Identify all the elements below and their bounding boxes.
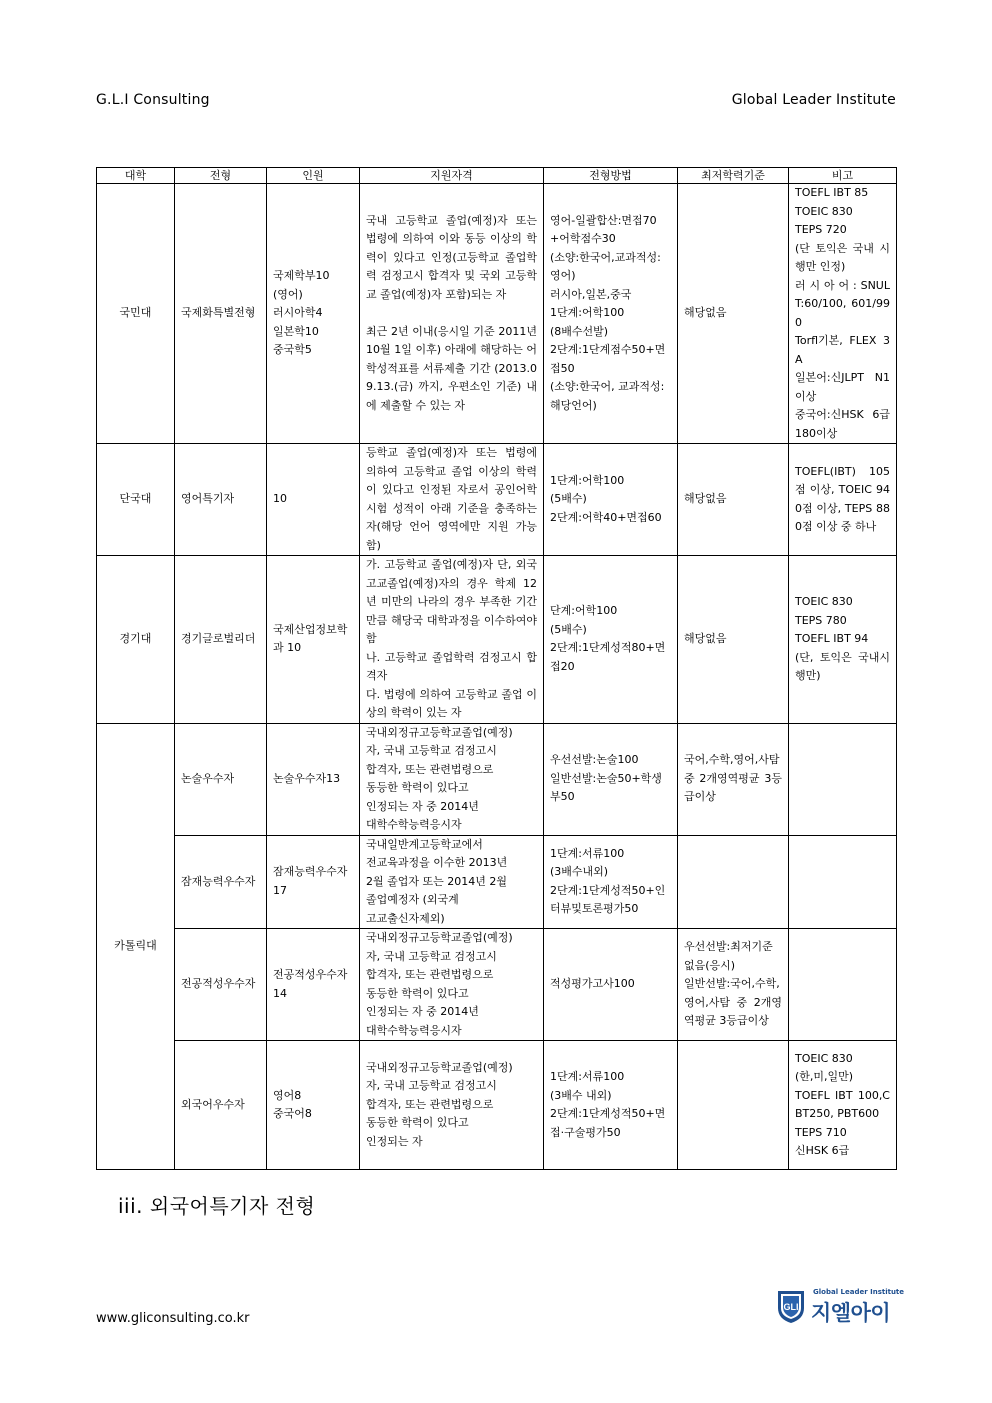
col-header-quota: 인원: [267, 168, 360, 184]
cell-minimum: [678, 835, 789, 929]
cell-qualification: 국내외정규고등학교졸업(예정) 자, 국내 고등학교 검정고시 합격자, 또는 관련법령으로 동등한 학력이 있다고 인정되는 자 중 2014년 대학수학능력응시자: [360, 929, 544, 1041]
cell-note: [789, 723, 897, 835]
table-row: [97, 556, 897, 724]
cell-note: [789, 835, 897, 929]
col-header-qualification: 지원자격: [360, 168, 544, 184]
table-header-row: [97, 168, 897, 184]
cell-minimum: 해당없음: [678, 184, 789, 444]
cell-type: 경기글로벌리더: [175, 556, 267, 724]
cell-qualification: 가. 고등학교 졸업(예정)자 단, 외국고교졸업(예정)자의 경우 학제 12년 미만의 나라의 경우 부족한 기간만큼 해당국 대학과정을 이수하여야 함 나. 고등학교 졸업학력 검정고시 합격자 다. 법령에 의하여 고등학교 졸업 이상의 학력이 있는 자: [360, 556, 544, 724]
cell-type: 전공적성우수자: [175, 929, 267, 1041]
cell-note: TOEIC 830 TEPS 780 TOEFL IBT 94 (단, 토익은 국내시행만): [789, 556, 897, 724]
cell-university: 카톨릭대: [97, 723, 175, 1170]
cell-quota: 영어8 중국어8: [267, 1041, 360, 1170]
cell-method: 단계:어학100 (5배수) 2단계:1단계성적80+면접20: [544, 556, 678, 724]
cell-type: 국제화특별전형: [175, 184, 267, 444]
table-row: [97, 444, 897, 556]
cell-qualification: 국내외정규고등학교졸업(예정) 자, 국내 고등학교 검정고시 합격자, 또는 관련법령으로 동등한 학력이 있다고 인정되는 자 중 2014년 대학수학능력응시자: [360, 723, 544, 835]
col-header-method: 전형방법: [544, 168, 678, 184]
cell-type: 영어특기자: [175, 444, 267, 556]
cell-type: 논술우수자: [175, 723, 267, 835]
header-company: G.L.I Consulting: [96, 92, 210, 108]
col-header-type: 전형: [175, 168, 267, 184]
logo-wordmark: 지엘아이: [811, 1301, 891, 1325]
admissions-table: [96, 167, 897, 1170]
gli-logo: [776, 1286, 905, 1326]
table-row: [97, 184, 897, 444]
cell-quota: 잠재능력우수자17: [267, 835, 360, 929]
table-row: [97, 723, 897, 835]
table-row: [97, 929, 897, 1041]
cell-note: TOEFL IBT 85 TOEIC 830 TEPS 720 (단 토익은 국내 시행만 인정) 러 시 아 어 : SNULT:60/100, 601/990 Torfl기본, FLEX 3A 일본어:신JLPT N1이상 중국어:신HSK 6급 180이상: [789, 184, 897, 444]
cell-quota: 국제산업정보학과 10: [267, 556, 360, 724]
cell-qualification: 국내외정규고등학교졸업(예정) 자, 국내 고등학교 검정고시 합격자, 또는 관련법령으로 동등한 학력이 있다고 인정되는 자: [360, 1041, 544, 1170]
cell-minimum: 우선선발:최저기준없음(응시) 일반선발:국어,수학,영어,사탐 중 2개영역평균 3등급이상: [678, 929, 789, 1041]
cell-method: 1단계:서류100 (3배수 내외) 2단계:1단계성적50+면접·구술평가50: [544, 1041, 678, 1170]
section-title: iii. 외국어특기자 전형: [118, 1194, 316, 1218]
cell-qualification: 국내 고등학교 졸업(예정)자 또는 법령에 의하여 이와 동등 이상의 학력이 있다고 인정(고등학교 졸업학력 검정고시 합격자 및 국외 고등학교 졸업(예정)자 포함)되는 자 최근 2년 이내(응시일 기준 2011년 10월 1일 이후) 아래에 해당하는 어학성적표를 서류제출 기간 (2013.09.13.(금) 까지, 우편소인 기준) 내에 제출할 수 있는 자: [360, 184, 544, 444]
col-header-minimum: 최저학력기준: [678, 168, 789, 184]
cell-quota: 논술우수자13: [267, 723, 360, 835]
cell-university: 국민대: [97, 184, 175, 444]
cell-type: 잠재능력우수자: [175, 835, 267, 929]
cell-university: 경기대: [97, 556, 175, 724]
cell-university: 단국대: [97, 444, 175, 556]
cell-quota: 국제학부10 (영어) 러시아학4 일본학10 중국학5: [267, 184, 360, 444]
cell-quota: 10: [267, 444, 360, 556]
header-institute: Global Leader Institute: [731, 92, 896, 108]
cell-type: 외국어우수자: [175, 1041, 267, 1170]
cell-method: 1단계:서류100 (3배수내외) 2단계:1단계성적50+인터뷰및토론평가50: [544, 835, 678, 929]
cell-method: 영어-일괄합산:면접70+어학점수30 (소양:한국어,교과적성:영어) 러시아,일본,중국 1단계:어학100 (8배수선발) 2단계:1단계점수50+면접50 (소양:한국어, 교과적성:해당언어): [544, 184, 678, 444]
cell-minimum: 국어,수학,영어,사탐 중 2개영역평균 3등급이상: [678, 723, 789, 835]
cell-method: 우선선발:논술100 일반선발:논술50+학생부50: [544, 723, 678, 835]
col-header-university: 대학: [97, 168, 175, 184]
cell-note: TOEIC 830 (한,미,일만) TOEFL IBT 100,CBT250, PBT600 TEPS 710 신HSK 6급: [789, 1041, 897, 1170]
cell-note: TOEFL(IBT) 105점 이상, TOEIC 940점 이상, TEPS 880점 이상 중 하나: [789, 444, 897, 556]
cell-minimum: 해당없음: [678, 444, 789, 556]
cell-qualification: 국내일반계고등학교에서 전교육과정을 이수한 2013년 2월 졸업자 또는 2014년 2월 졸업예정자 (외국계 고교출신자제외): [360, 835, 544, 929]
table-row: [97, 1041, 897, 1170]
footer-website-link[interactable]: www.gliconsulting.co.kr: [96, 1311, 250, 1326]
cell-note: [789, 929, 897, 1041]
table-row: [97, 835, 897, 929]
cell-minimum: 해당없음: [678, 556, 789, 724]
cell-quota: 전공적성우수자14: [267, 929, 360, 1041]
col-header-note: 비고: [789, 168, 897, 184]
cell-minimum: [678, 1041, 789, 1170]
shield-logo-icon: [776, 1288, 806, 1324]
logo-tagline: Global Leader Institute: [813, 1288, 905, 1296]
cell-qualification: 등학교 졸업(예정)자 또는 법령에 의하여 고등학교 졸업 이상의 학력이 있다고 인정된 자로서 공인어학시험 성적이 아래 기준을 충족하는 자(해당 언어 영역에만 지원 가능함): [360, 444, 544, 556]
cell-method: 적성평가고사100: [544, 929, 678, 1041]
logo-shield-text: GLI: [783, 1302, 799, 1312]
cell-method: 1단계:어학100 (5배수) 2단계:어학40+면접60: [544, 444, 678, 556]
